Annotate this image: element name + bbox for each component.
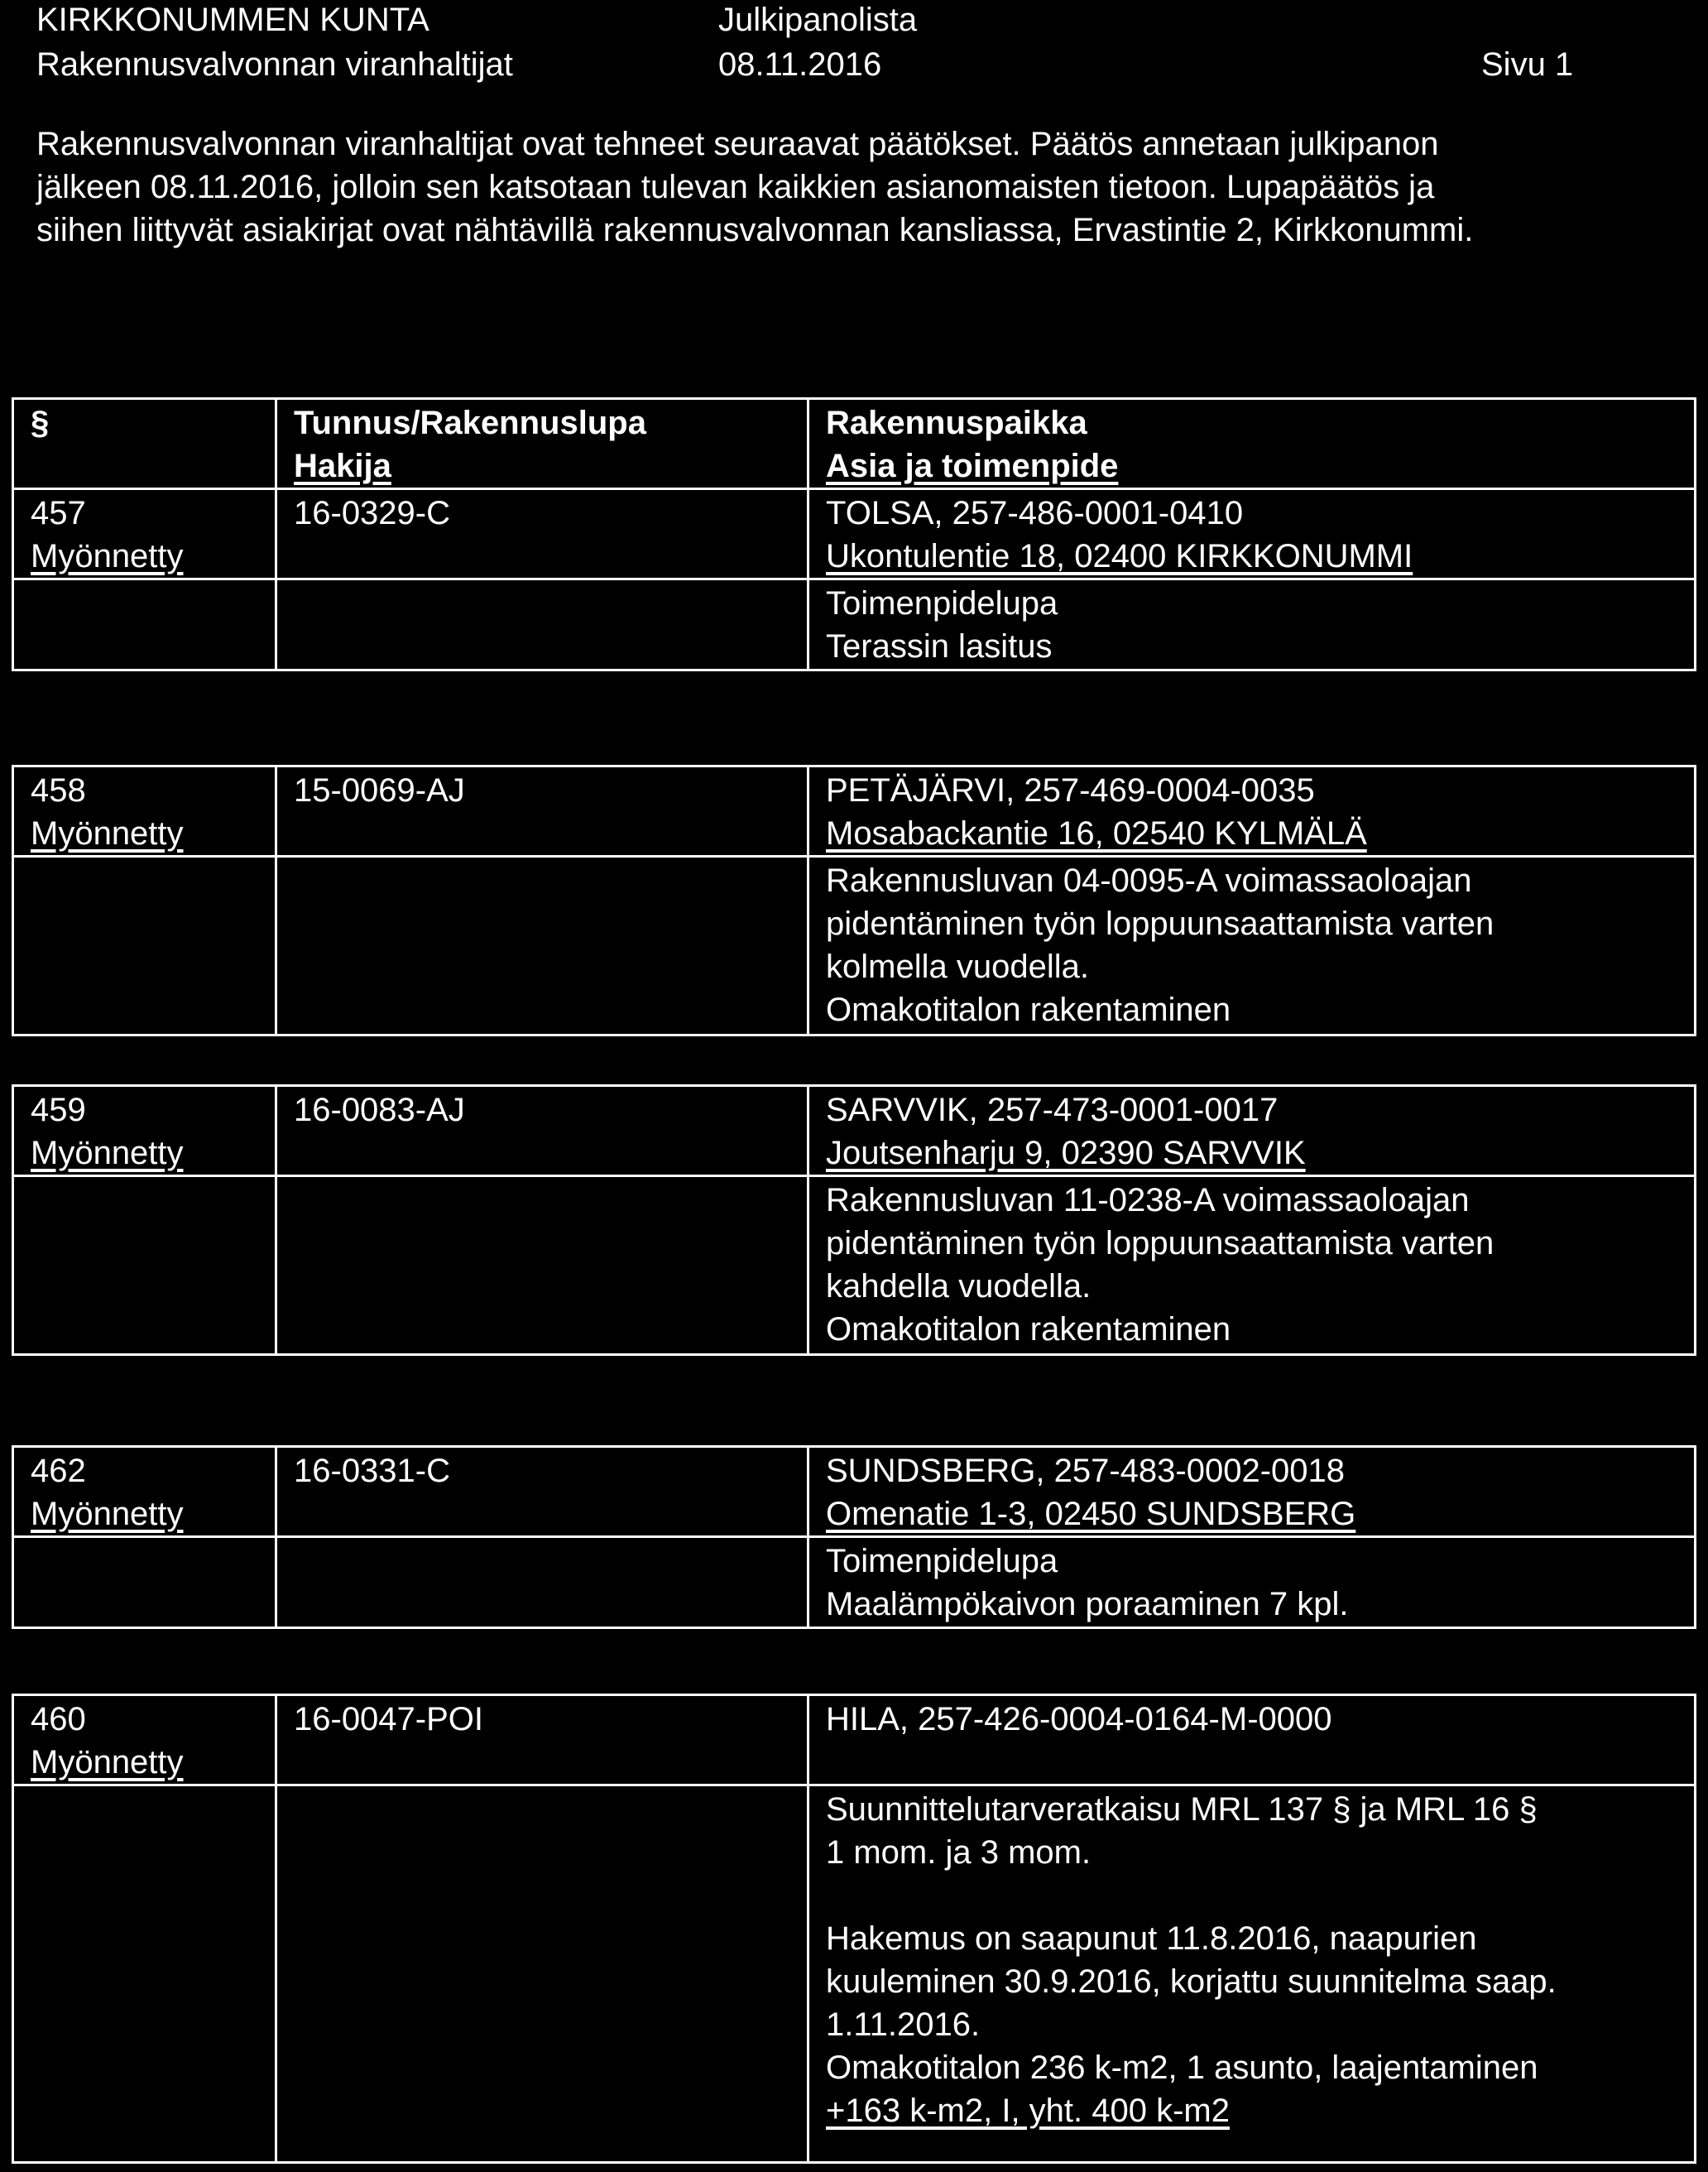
department-name: Rakennusvalvonnan viranhaltijat [36, 46, 513, 83]
document-type: Julkipanolista [718, 2, 918, 38]
document-date: 08.11.2016 [718, 46, 882, 83]
decision-number-cell [13, 1695, 276, 1785]
intro-line: jälkeen 08.11.2016, jolloin sen katsotaan tulevan kaikkien asianomaisten tietoon. Lupapäätös ja [36, 169, 1435, 205]
detail-line: Maalämpökaivon poraaminen 7 kpl. [826, 1586, 1349, 1622]
detail-line: Rakennusluvan 11-0238-A voimassaoloajan [826, 1182, 1470, 1218]
property-address: Ukontulentie 18, 02400 KIRKKONUMMI [826, 538, 1413, 574]
decision-number: 458 [31, 772, 86, 809]
header-location-column [808, 399, 1696, 489]
decision-status: Myönnetty [31, 1135, 184, 1171]
decision-status: Myönnetty [31, 1496, 184, 1532]
permit-id: 16-0329-C [276, 489, 808, 579]
decision-status: Myönnetty [31, 815, 184, 852]
decision-number: 457 [31, 495, 86, 531]
decision-number-cell [13, 1447, 276, 1537]
decision-details [808, 857, 1696, 1036]
decision-detail-row [13, 857, 1696, 1036]
property-id: HILA, 257-426-0004-0164-M-0000 [826, 1701, 1332, 1737]
decision-main-row [13, 766, 1696, 857]
decision-detail-row [13, 1537, 1696, 1628]
decision-detail-row [13, 1176, 1696, 1355]
detail-line: kuuleminen 30.9.2016, korjattu suunnitelma saap. [826, 1963, 1557, 2000]
decision-details [808, 1785, 1696, 2163]
header-matter-label: Asia ja toimenpide [826, 448, 1119, 484]
location-cell [808, 1447, 1696, 1537]
header-section-symbol: § [13, 399, 276, 489]
decision-number-cell [13, 489, 276, 579]
property-id: TOLSA, 257-486-0001-0410 [826, 495, 1244, 531]
decision-table-457 [12, 397, 1696, 671]
location-cell [808, 1695, 1696, 1785]
decision-status: Myönnetty [31, 1744, 184, 1780]
decision-main-row [13, 1695, 1696, 1785]
header-applicant-label: Hakija [294, 448, 391, 484]
location-cell [808, 1086, 1696, 1176]
decision-status: Myönnetty [31, 538, 184, 574]
decision-table-459 [12, 1084, 1696, 1356]
detail-line: Omakotitalon rakentaminen [826, 1311, 1231, 1348]
intro-paragraph [36, 123, 1675, 252]
decision-table-462 [12, 1445, 1696, 1629]
permit-id: 16-0083-AJ [276, 1086, 808, 1176]
property-address: Mosabackantie 16, 02540 KYLMÄLÄ [826, 815, 1367, 852]
decision-number: 459 [31, 1092, 86, 1128]
permit-id: 16-0331-C [276, 1447, 808, 1537]
header-permit-column [276, 399, 808, 489]
detail-line: +163 k-m2, I, yht. 400 k-m2 [826, 2093, 1230, 2129]
decision-detail-row [13, 1785, 1696, 2163]
property-id: SARVVIK, 257-473-0001-0017 [826, 1092, 1279, 1128]
decision-main-row [13, 489, 1696, 579]
decision-table-460 [12, 1694, 1696, 2164]
decision-number-cell [13, 766, 276, 857]
permit-id: 16-0047-POI [276, 1695, 808, 1785]
detail-line: Hakemus on saapunut 11.8.2016, naapurien [826, 1920, 1477, 1957]
intro-line: Rakennusvalvonnan viranhaltijat ovat tehneet seuraavat päätökset. Päätös annetaan julkipanon [36, 126, 1439, 162]
property-address: Joutsenharju 9, 02390 SARVVIK [826, 1135, 1306, 1171]
decision-details [808, 1176, 1696, 1355]
page-number: Sivu 1 [1481, 46, 1574, 83]
detail-line: pidentäminen työn loppuunsaattamista varten [826, 906, 1494, 942]
permit-id: 15-0069-AJ [276, 766, 808, 857]
decision-main-row [13, 1447, 1696, 1537]
decision-main-row [13, 1086, 1696, 1176]
detail-line: kolmella vuodella. [826, 949, 1089, 985]
location-cell [808, 489, 1696, 579]
detail-line: Omakotitalon rakentaminen [826, 992, 1231, 1028]
property-id: SUNDSBERG, 257-483-0002-0018 [826, 1453, 1346, 1489]
header-location-label: Rakennuspaikka [826, 405, 1087, 441]
decision-details [808, 1537, 1696, 1628]
detail-line: Terassin lasitus [826, 628, 1053, 665]
detail-line: Omakotitalon 236 k-m2, 1 asunto, laajentaminen [826, 2049, 1538, 2086]
detail-line: Toimenpidelupa [826, 585, 1058, 622]
property-id: PETÄJÄRVI, 257-469-0004-0035 [826, 772, 1315, 809]
decision-number: 462 [31, 1453, 86, 1489]
decision-detail-row [13, 579, 1696, 670]
detail-line: Suunnittelutarveratkaisu MRL 137 § ja MRL 16 § [826, 1791, 1538, 1828]
detail-line: 1 mom. ja 3 mom. [826, 1834, 1091, 1871]
detail-line: pidentäminen työn loppuunsaattamista varten [826, 1225, 1494, 1261]
org-name: KIRKKONUMMEN KUNTA [36, 2, 429, 38]
detail-line: 1.11.2016. [826, 2006, 981, 2043]
property-address: Omenatie 1-3, 02450 SUNDSBERG [826, 1496, 1356, 1532]
decision-number-cell [13, 1086, 276, 1176]
header-permit-label: Tunnus/Rakennuslupa [294, 405, 646, 441]
decision-number: 460 [31, 1701, 86, 1737]
detail-line: kahdella vuodella. [826, 1268, 1091, 1305]
intro-line: siihen liittyvät asiakirjat ovat nähtävillä rakennusvalvonnan kansliassa, Ervastintie 2, Kirkkonummi. [36, 212, 1474, 248]
table-header-row [13, 399, 1696, 489]
decision-details [808, 579, 1696, 670]
detail-line: Toimenpidelupa [826, 1543, 1058, 1579]
detail-line: Rakennusluvan 04-0095-A voimassaoloajan [826, 863, 1472, 899]
decision-table-458 [12, 765, 1696, 1036]
detail-spacer [826, 1874, 1677, 1917]
location-cell [808, 766, 1696, 857]
